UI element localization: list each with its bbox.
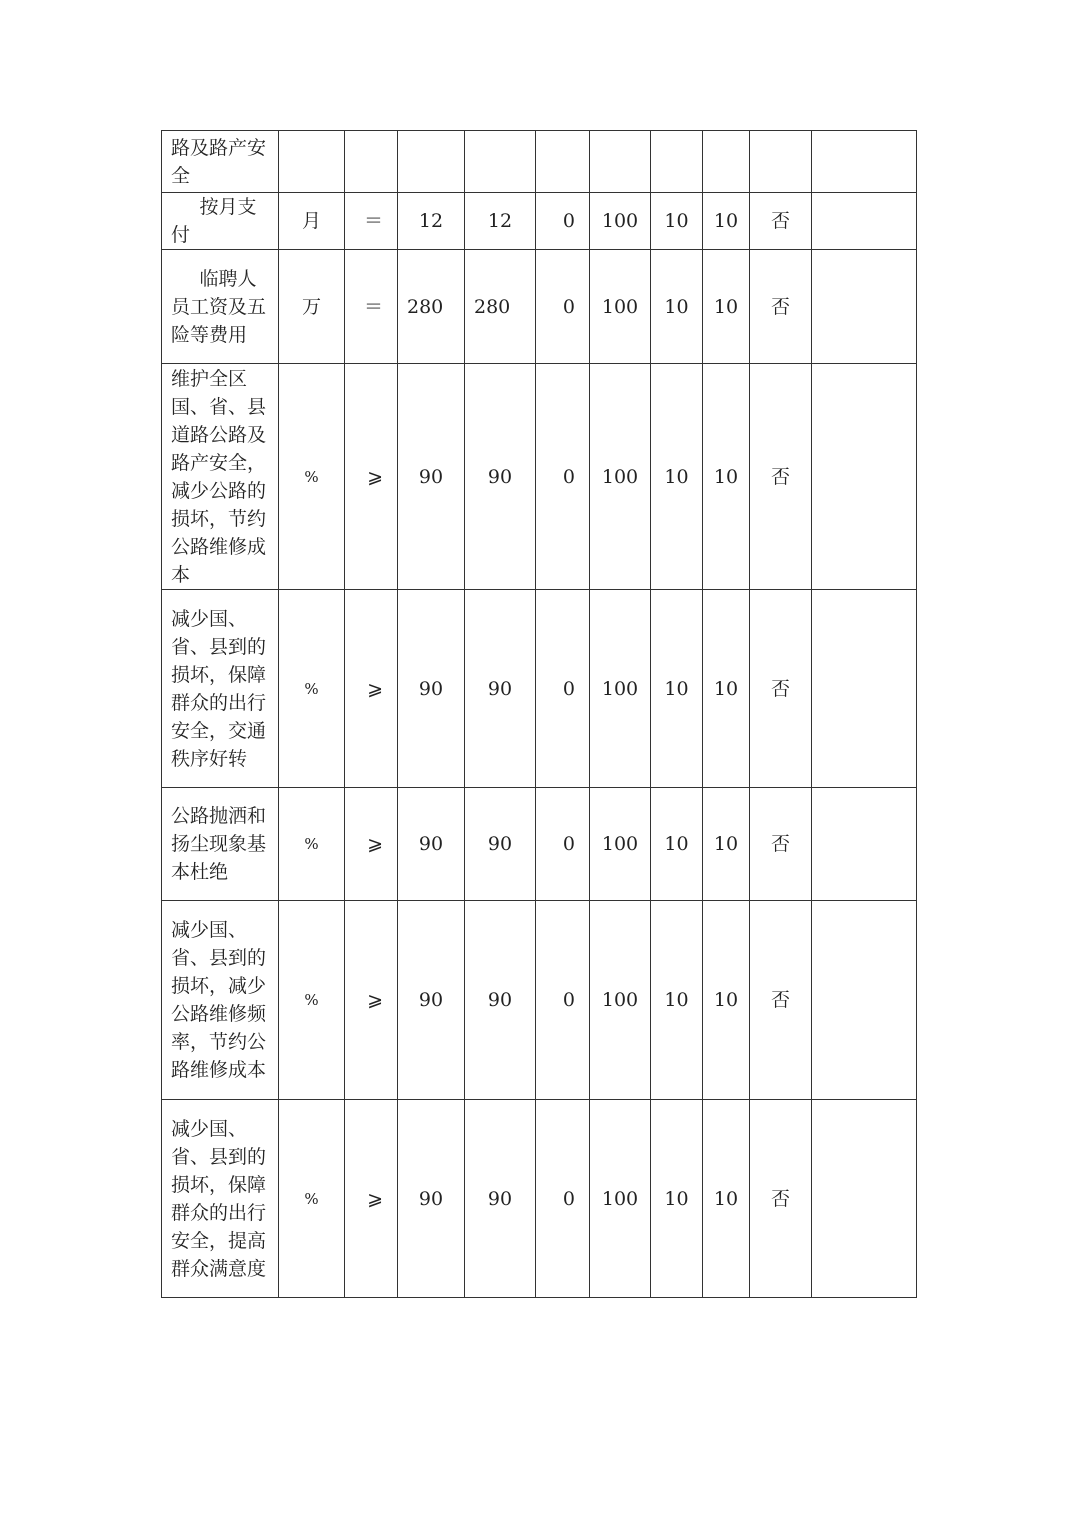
actual-value-cell: 280 bbox=[465, 250, 536, 364]
note-cell bbox=[812, 901, 917, 1100]
deviation-cell: 0 bbox=[536, 788, 590, 901]
indicator-name-cell: 减少国、省、县到的损坏，保障群众的出行安全，提高群众满意度 bbox=[162, 1100, 279, 1298]
deviation-cell: 0 bbox=[536, 901, 590, 1100]
indicator-name-cell: 临聘人员工资及五险等费用 bbox=[162, 250, 279, 364]
score-cell: 10 bbox=[703, 590, 750, 788]
table-row bbox=[162, 250, 917, 364]
note-cell bbox=[812, 590, 917, 788]
note-cell bbox=[812, 364, 917, 590]
score-cell: 10 bbox=[651, 364, 703, 590]
score-cell: 100 bbox=[590, 1100, 651, 1298]
unit-cell: % bbox=[279, 788, 345, 901]
table-row bbox=[162, 788, 917, 901]
indicator-name-cell: 公路抛洒和扬尘现象基本杜绝 bbox=[162, 788, 279, 901]
score-cell: 10 bbox=[703, 788, 750, 901]
note-cell bbox=[812, 1100, 917, 1298]
deviation-cell: 0 bbox=[536, 1100, 590, 1298]
note-cell bbox=[812, 250, 917, 364]
indicator-table bbox=[161, 130, 917, 1298]
score-cell: 100 bbox=[590, 193, 651, 250]
target-value-cell: 90 bbox=[398, 364, 465, 590]
unit-cell: % bbox=[279, 590, 345, 788]
unit-cell bbox=[279, 131, 345, 193]
unit-cell: % bbox=[279, 901, 345, 1100]
score-cell: 100 bbox=[590, 250, 651, 364]
flag-cell: 否 bbox=[750, 590, 812, 788]
score-cell bbox=[651, 131, 703, 193]
score-cell: 100 bbox=[590, 901, 651, 1100]
unit-cell: % bbox=[279, 364, 345, 590]
score-cell: 10 bbox=[703, 250, 750, 364]
indicator-name-cell: 维护全区国、省、县道路公路及路产安全，减少公路的损坏，节约公路维修成本 bbox=[162, 364, 279, 590]
actual-value-cell bbox=[465, 131, 536, 193]
operator-cell: ＝ bbox=[345, 250, 398, 364]
score-cell: 10 bbox=[703, 193, 750, 250]
score-cell: 10 bbox=[703, 364, 750, 590]
actual-value-cell: 90 bbox=[465, 788, 536, 901]
note-cell bbox=[812, 788, 917, 901]
actual-value-cell: 90 bbox=[465, 590, 536, 788]
flag-cell: 否 bbox=[750, 250, 812, 364]
table-row bbox=[162, 1100, 917, 1298]
deviation-cell: 0 bbox=[536, 193, 590, 250]
operator-cell bbox=[345, 131, 398, 193]
target-value-cell: 90 bbox=[398, 901, 465, 1100]
score-cell: 10 bbox=[703, 1100, 750, 1298]
score-cell: 10 bbox=[651, 1100, 703, 1298]
score-cell: 100 bbox=[590, 788, 651, 901]
note-cell bbox=[812, 193, 917, 250]
flag-cell: 否 bbox=[750, 901, 812, 1100]
actual-value-cell: 90 bbox=[465, 901, 536, 1100]
operator-cell: ⩾ bbox=[345, 364, 398, 590]
unit-cell: 月 bbox=[279, 193, 345, 250]
indicator-name-cell: 减少国、省、县到的损坏，保障群众的出行安全，交通秩序好转 bbox=[162, 590, 279, 788]
actual-value-cell: 12 bbox=[465, 193, 536, 250]
flag-cell: 否 bbox=[750, 1100, 812, 1298]
table-row bbox=[162, 193, 917, 250]
target-value-cell: 90 bbox=[398, 590, 465, 788]
deviation-cell bbox=[536, 131, 590, 193]
indicator-name-cell: 路及路产安全 bbox=[162, 131, 279, 193]
deviation-cell: 0 bbox=[536, 250, 590, 364]
score-cell bbox=[703, 131, 750, 193]
operator-cell: ⩾ bbox=[345, 788, 398, 901]
score-cell: 10 bbox=[703, 901, 750, 1100]
indicator-name-cell: 按月支付 bbox=[162, 193, 279, 250]
unit-cell: 万 bbox=[279, 250, 345, 364]
target-value-cell: 90 bbox=[398, 1100, 465, 1298]
indicator-name-cell: 减少国、省、县到的损坏，减少公路维修频率，节约公路维修成本 bbox=[162, 901, 279, 1100]
note-cell bbox=[812, 131, 917, 193]
unit-cell: % bbox=[279, 1100, 345, 1298]
score-cell bbox=[590, 131, 651, 193]
table-row bbox=[162, 364, 917, 590]
score-cell: 10 bbox=[651, 901, 703, 1100]
actual-value-cell: 90 bbox=[465, 1100, 536, 1298]
flag-cell bbox=[750, 131, 812, 193]
table-row bbox=[162, 590, 917, 788]
operator-cell: ⩾ bbox=[345, 590, 398, 788]
target-value-cell: 12 bbox=[398, 193, 465, 250]
operator-cell: ＝ bbox=[345, 193, 398, 250]
actual-value-cell: 90 bbox=[465, 364, 536, 590]
target-value-cell: 90 bbox=[398, 788, 465, 901]
flag-cell: 否 bbox=[750, 193, 812, 250]
score-cell: 10 bbox=[651, 250, 703, 364]
operator-cell: ⩾ bbox=[345, 1100, 398, 1298]
target-value-cell bbox=[398, 131, 465, 193]
score-cell: 100 bbox=[590, 364, 651, 590]
score-cell: 10 bbox=[651, 590, 703, 788]
score-cell: 10 bbox=[651, 193, 703, 250]
flag-cell: 否 bbox=[750, 788, 812, 901]
operator-cell: ⩾ bbox=[345, 901, 398, 1100]
target-value-cell: 280 bbox=[398, 250, 465, 364]
score-cell: 100 bbox=[590, 590, 651, 788]
table-row bbox=[162, 901, 917, 1100]
deviation-cell: 0 bbox=[536, 590, 590, 788]
flag-cell: 否 bbox=[750, 364, 812, 590]
score-cell: 10 bbox=[651, 788, 703, 901]
deviation-cell: 0 bbox=[536, 364, 590, 590]
table-row bbox=[162, 131, 917, 193]
